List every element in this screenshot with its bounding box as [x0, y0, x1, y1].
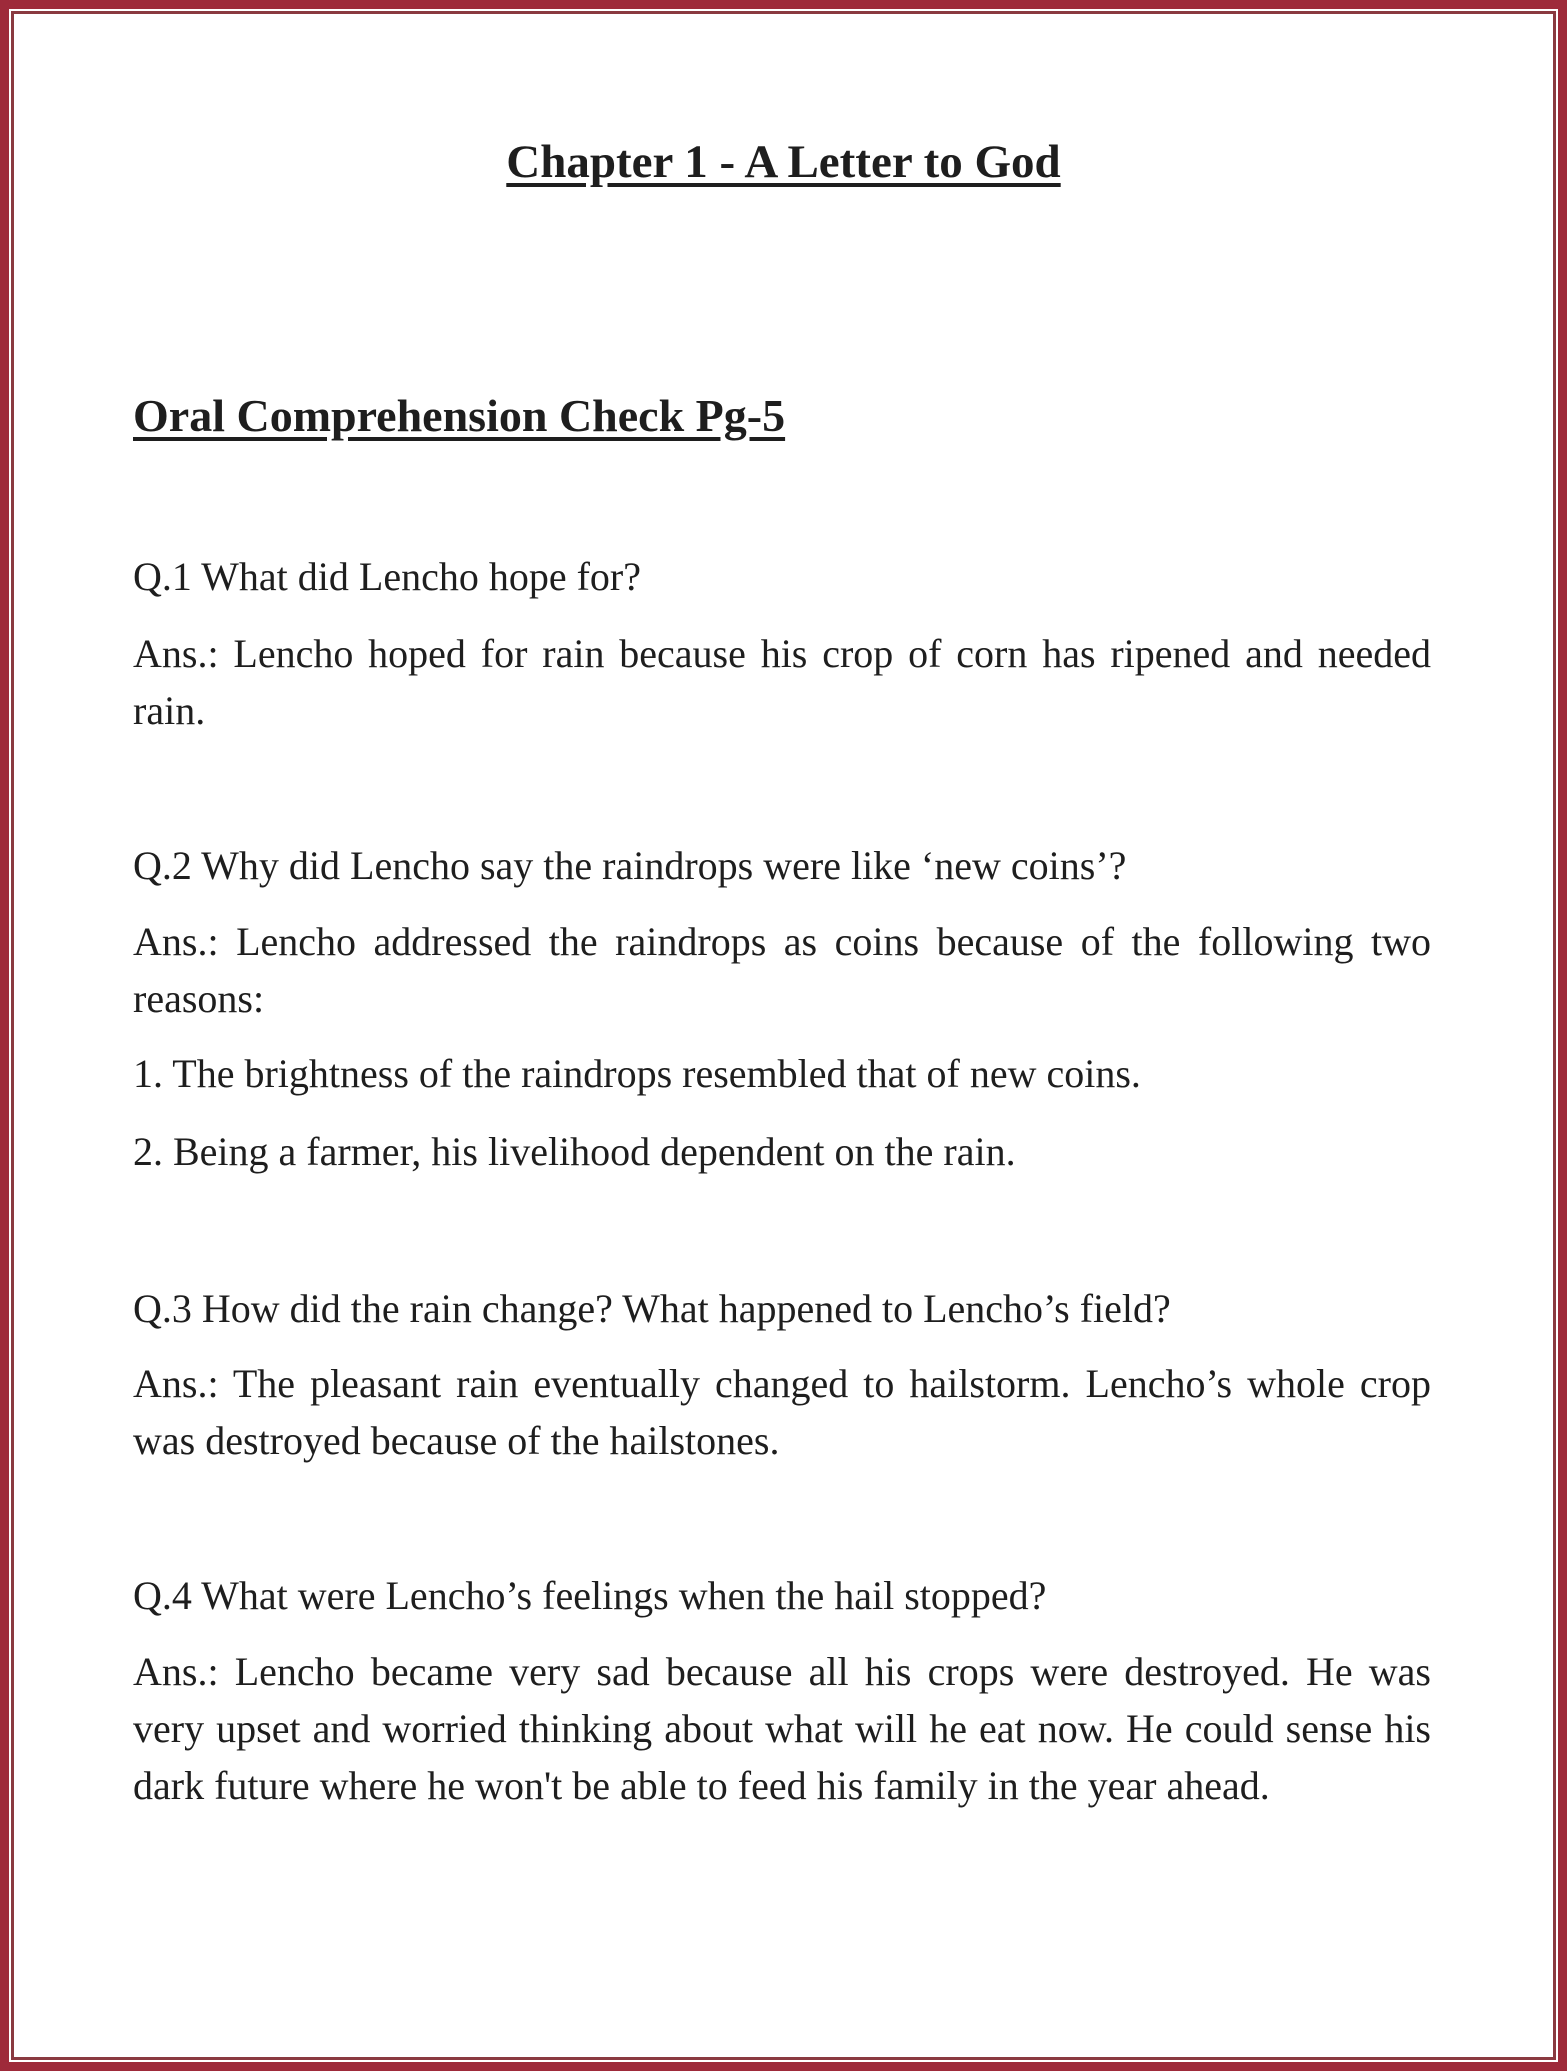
section-heading: Oral Comprehension Check Pg-5 — [133, 390, 786, 441]
answer-2-point-1: 1. The brightness of the raindrops resembled that of new coins. — [133, 1051, 1141, 1096]
question-1: Q.1 What did Lencho hope for? — [133, 554, 641, 599]
answer-4: Ans.: Lencho became very sad because all his crops were destroyed. He was very upset and worried thinking about what will he eat now. He could sense his dark future where he won't be able to feed his family in the year ahead. — [133, 1649, 1431, 1808]
chapter-title: Chapter 1 - A Letter to God — [506, 136, 1061, 188]
answer-1: Ans.: Lencho hoped for rain because his crop of corn has ripened and needed rain. — [133, 631, 1431, 733]
answer-2-point-2: 2. Being a farmer, his livelihood dependent on the rain. — [133, 1129, 1016, 1174]
question-2: Q.2 Why did Lencho say the raindrops were like ‘new coins’? — [133, 843, 1127, 888]
answer-3: Ans.: The pleasant rain eventually changed to hailstorm. Lencho’s whole crop was destroyed because of the hailstones. — [133, 1361, 1431, 1463]
question-3: Q.3 How did the rain change? What happened to Lencho’s field? — [133, 1286, 1171, 1331]
answer-2: Ans.: Lencho addressed the raindrops as coins because of the following two reasons: — [133, 919, 1431, 1021]
question-4: Q.4 What were Lencho’s feelings when the hail stopped? — [133, 1573, 1047, 1618]
